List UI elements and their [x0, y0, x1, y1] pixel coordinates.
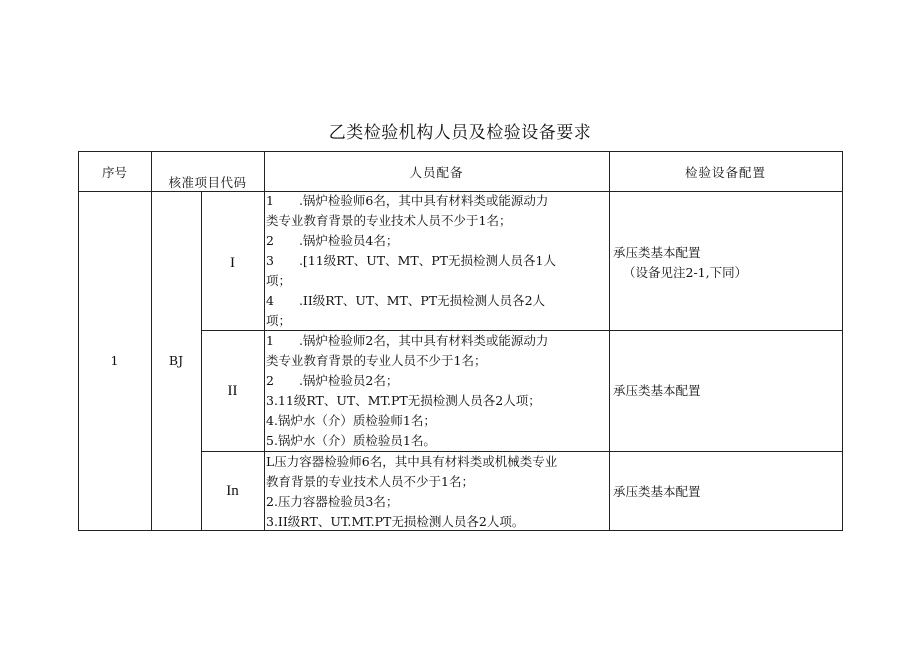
personnel-line: 2.压力容器检验员3名；: [266, 494, 399, 509]
personnel-line: 项；: [266, 313, 292, 328]
level-label: I: [230, 255, 235, 271]
equipment-cell: [613, 482, 843, 502]
equipment-line: 承压类基本配置: [613, 245, 701, 260]
col-divider-code: [264, 151, 265, 531]
equipment-cell: [613, 381, 843, 401]
level-label: II: [227, 383, 238, 399]
personnel-line: 2 .锅炉检验员2名；: [266, 373, 399, 388]
header-equipment: 检验设备配置: [684, 165, 766, 180]
level-label: In: [226, 483, 239, 499]
personnel-line: 类专业教育背景的专业人员不少于1名；: [266, 353, 487, 368]
row-code: BJ: [168, 353, 184, 368]
personnel-line: 3.II级RT、UT.MT.PT无损检测人员各2人项。: [266, 514, 525, 529]
col-divider-personnel: [609, 151, 610, 531]
table-border-bottom: [78, 530, 843, 531]
equipment-note: （设备见注2-1,下同）: [623, 265, 748, 280]
personnel-list: [266, 331, 608, 451]
personnel-line: 5.锅炉水（介）质检验员1名。: [266, 433, 436, 448]
table-border-right: [842, 151, 843, 531]
personnel-list: [266, 452, 608, 530]
personnel-line: L压力容器检验师6名，其中具有材料类或机械类专业: [266, 454, 558, 469]
table-border-left: [78, 151, 79, 531]
row-seq: 1: [110, 353, 119, 368]
personnel-line: 项；: [266, 273, 292, 288]
header-seq: 序号: [101, 165, 127, 180]
equipment-line: 承压类基本配置: [613, 484, 701, 499]
personnel-line: 2 .锅炉检验员4名；: [266, 233, 399, 248]
header-code: 核准项目代码: [168, 175, 247, 190]
personnel-line: 1 .锅炉检验师6名，其中具有材料类或能源动力: [266, 193, 549, 208]
col-divider-code-sub: [201, 191, 202, 531]
table-border-top: [78, 151, 843, 152]
personnel-line: 类专业教育背景的专业技术人员不少于1名；: [266, 213, 512, 228]
requirements-table: [78, 151, 843, 531]
header-personnel: 人员配备: [409, 165, 464, 180]
personnel-line: 4 .II级RT、UT、MT、PT无损检测人员各2人: [266, 293, 546, 308]
personnel-line: 教育背景的专业技术人员不少于1名；: [266, 474, 474, 489]
personnel-list: [266, 191, 608, 330]
personnel-line: 1 .锅炉检验师2名，其中具有材料类或能源动力: [266, 333, 549, 348]
equipment-line: 承压类基本配置: [613, 383, 701, 398]
col-divider-seq: [151, 151, 152, 531]
document-title: 乙类检验机构人员及检验设备要求: [328, 123, 592, 143]
personnel-line: 3 .[11级RT、UT、MT、PT无损检测人员各1人: [266, 253, 556, 268]
personnel-line: 4.锅炉水（介）质检验师1名；: [266, 413, 436, 428]
personnel-line: 3.11级RT、UT、MT.PT无损检测人员各2人项；: [266, 393, 541, 408]
equipment-cell: [613, 243, 843, 283]
